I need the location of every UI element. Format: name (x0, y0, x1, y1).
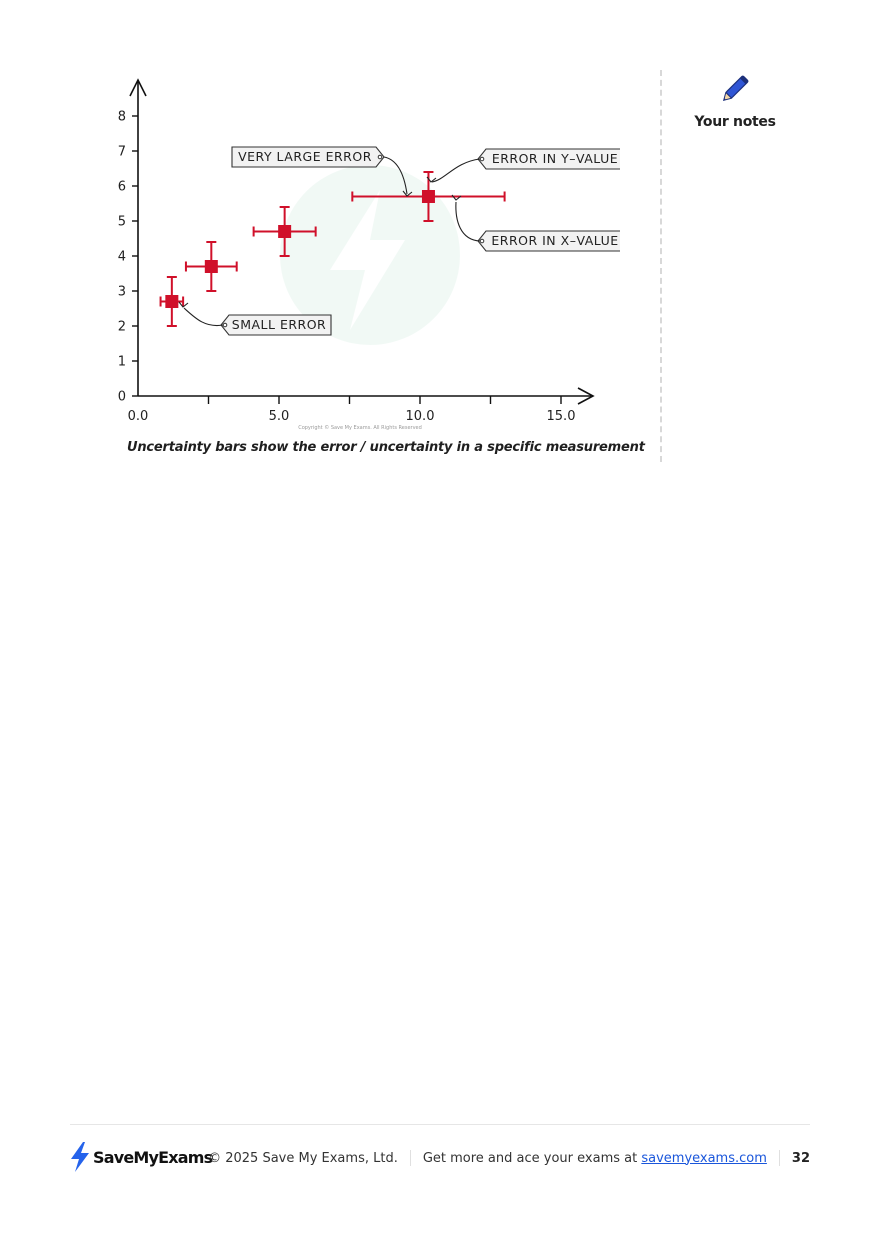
annotation-label: ERROR IN Y–VALUE (491, 151, 619, 166)
annotation-arrow (432, 159, 480, 182)
y-tick-label: 4 (117, 249, 126, 265)
x-tick-label: 0.0 (127, 409, 149, 424)
annotation-arrow (184, 308, 223, 326)
chart-canvas (100, 70, 620, 435)
notes-divider (660, 70, 662, 462)
y-tick-label: 2 (117, 319, 126, 335)
annotation-tag-hole (223, 323, 227, 327)
y-tick-label: 1 (117, 354, 126, 370)
y-tick-label: 0 (117, 389, 126, 405)
annotation-label: ERROR IN X–VALUE (491, 233, 619, 248)
data-marker (422, 190, 435, 203)
y-tick-label: 5 (117, 214, 126, 230)
brand-name: SaveMyExams (93, 1147, 213, 1167)
footer-divider (70, 1124, 810, 1125)
data-point (161, 277, 184, 326)
annotation-label: VERY LARGE ERROR (238, 149, 372, 164)
annotation-tag-hole (378, 155, 382, 159)
annotation-label: SMALL ERROR (231, 317, 327, 332)
your-notes-panel[interactable] (680, 72, 790, 130)
pencil-icon (718, 72, 752, 106)
y-tick-label: 3 (117, 284, 126, 300)
data-marker (205, 260, 218, 273)
annotation-callout (452, 195, 620, 251)
page-footer (70, 1142, 810, 1174)
uncertainty-chart (100, 70, 620, 435)
annotation-tag-hole (480, 157, 484, 161)
x-tick-label: 5.0 (268, 409, 290, 424)
page-number: 32 (791, 1150, 810, 1166)
data-marker (165, 295, 178, 308)
footer-link[interactable]: savemyexams.com (641, 1150, 767, 1166)
data-marker (278, 225, 291, 238)
lightning-bolt-icon (70, 1142, 90, 1172)
brand-logo[interactable] (70, 1142, 212, 1172)
y-tick-label: 7 (117, 144, 126, 160)
your-notes-label: Your notes (694, 114, 776, 130)
annotation-tag-hole (480, 239, 484, 243)
x-tick-label: 15.0 (546, 409, 576, 424)
data-point (186, 242, 237, 291)
annotation-callout (427, 149, 620, 182)
y-tick-label: 6 (117, 179, 126, 195)
chart-copyright: Copyright © Save My Exams. All Rights Reserved (298, 425, 422, 431)
footer-cta: Get more and ace your exams at (422, 1150, 638, 1166)
footer-info (208, 1150, 810, 1166)
footer-separator (410, 1150, 411, 1166)
footer-separator (779, 1150, 780, 1166)
figure-caption: Uncertainty bars show the error / uncertainty in a specific measurement (127, 440, 645, 455)
annotation-arrow (456, 202, 480, 241)
footer-copyright: © 2025 Save My Exams, Ltd. (208, 1150, 398, 1166)
y-tick-label: 8 (117, 109, 126, 125)
x-tick-label: 10.0 (405, 409, 435, 424)
